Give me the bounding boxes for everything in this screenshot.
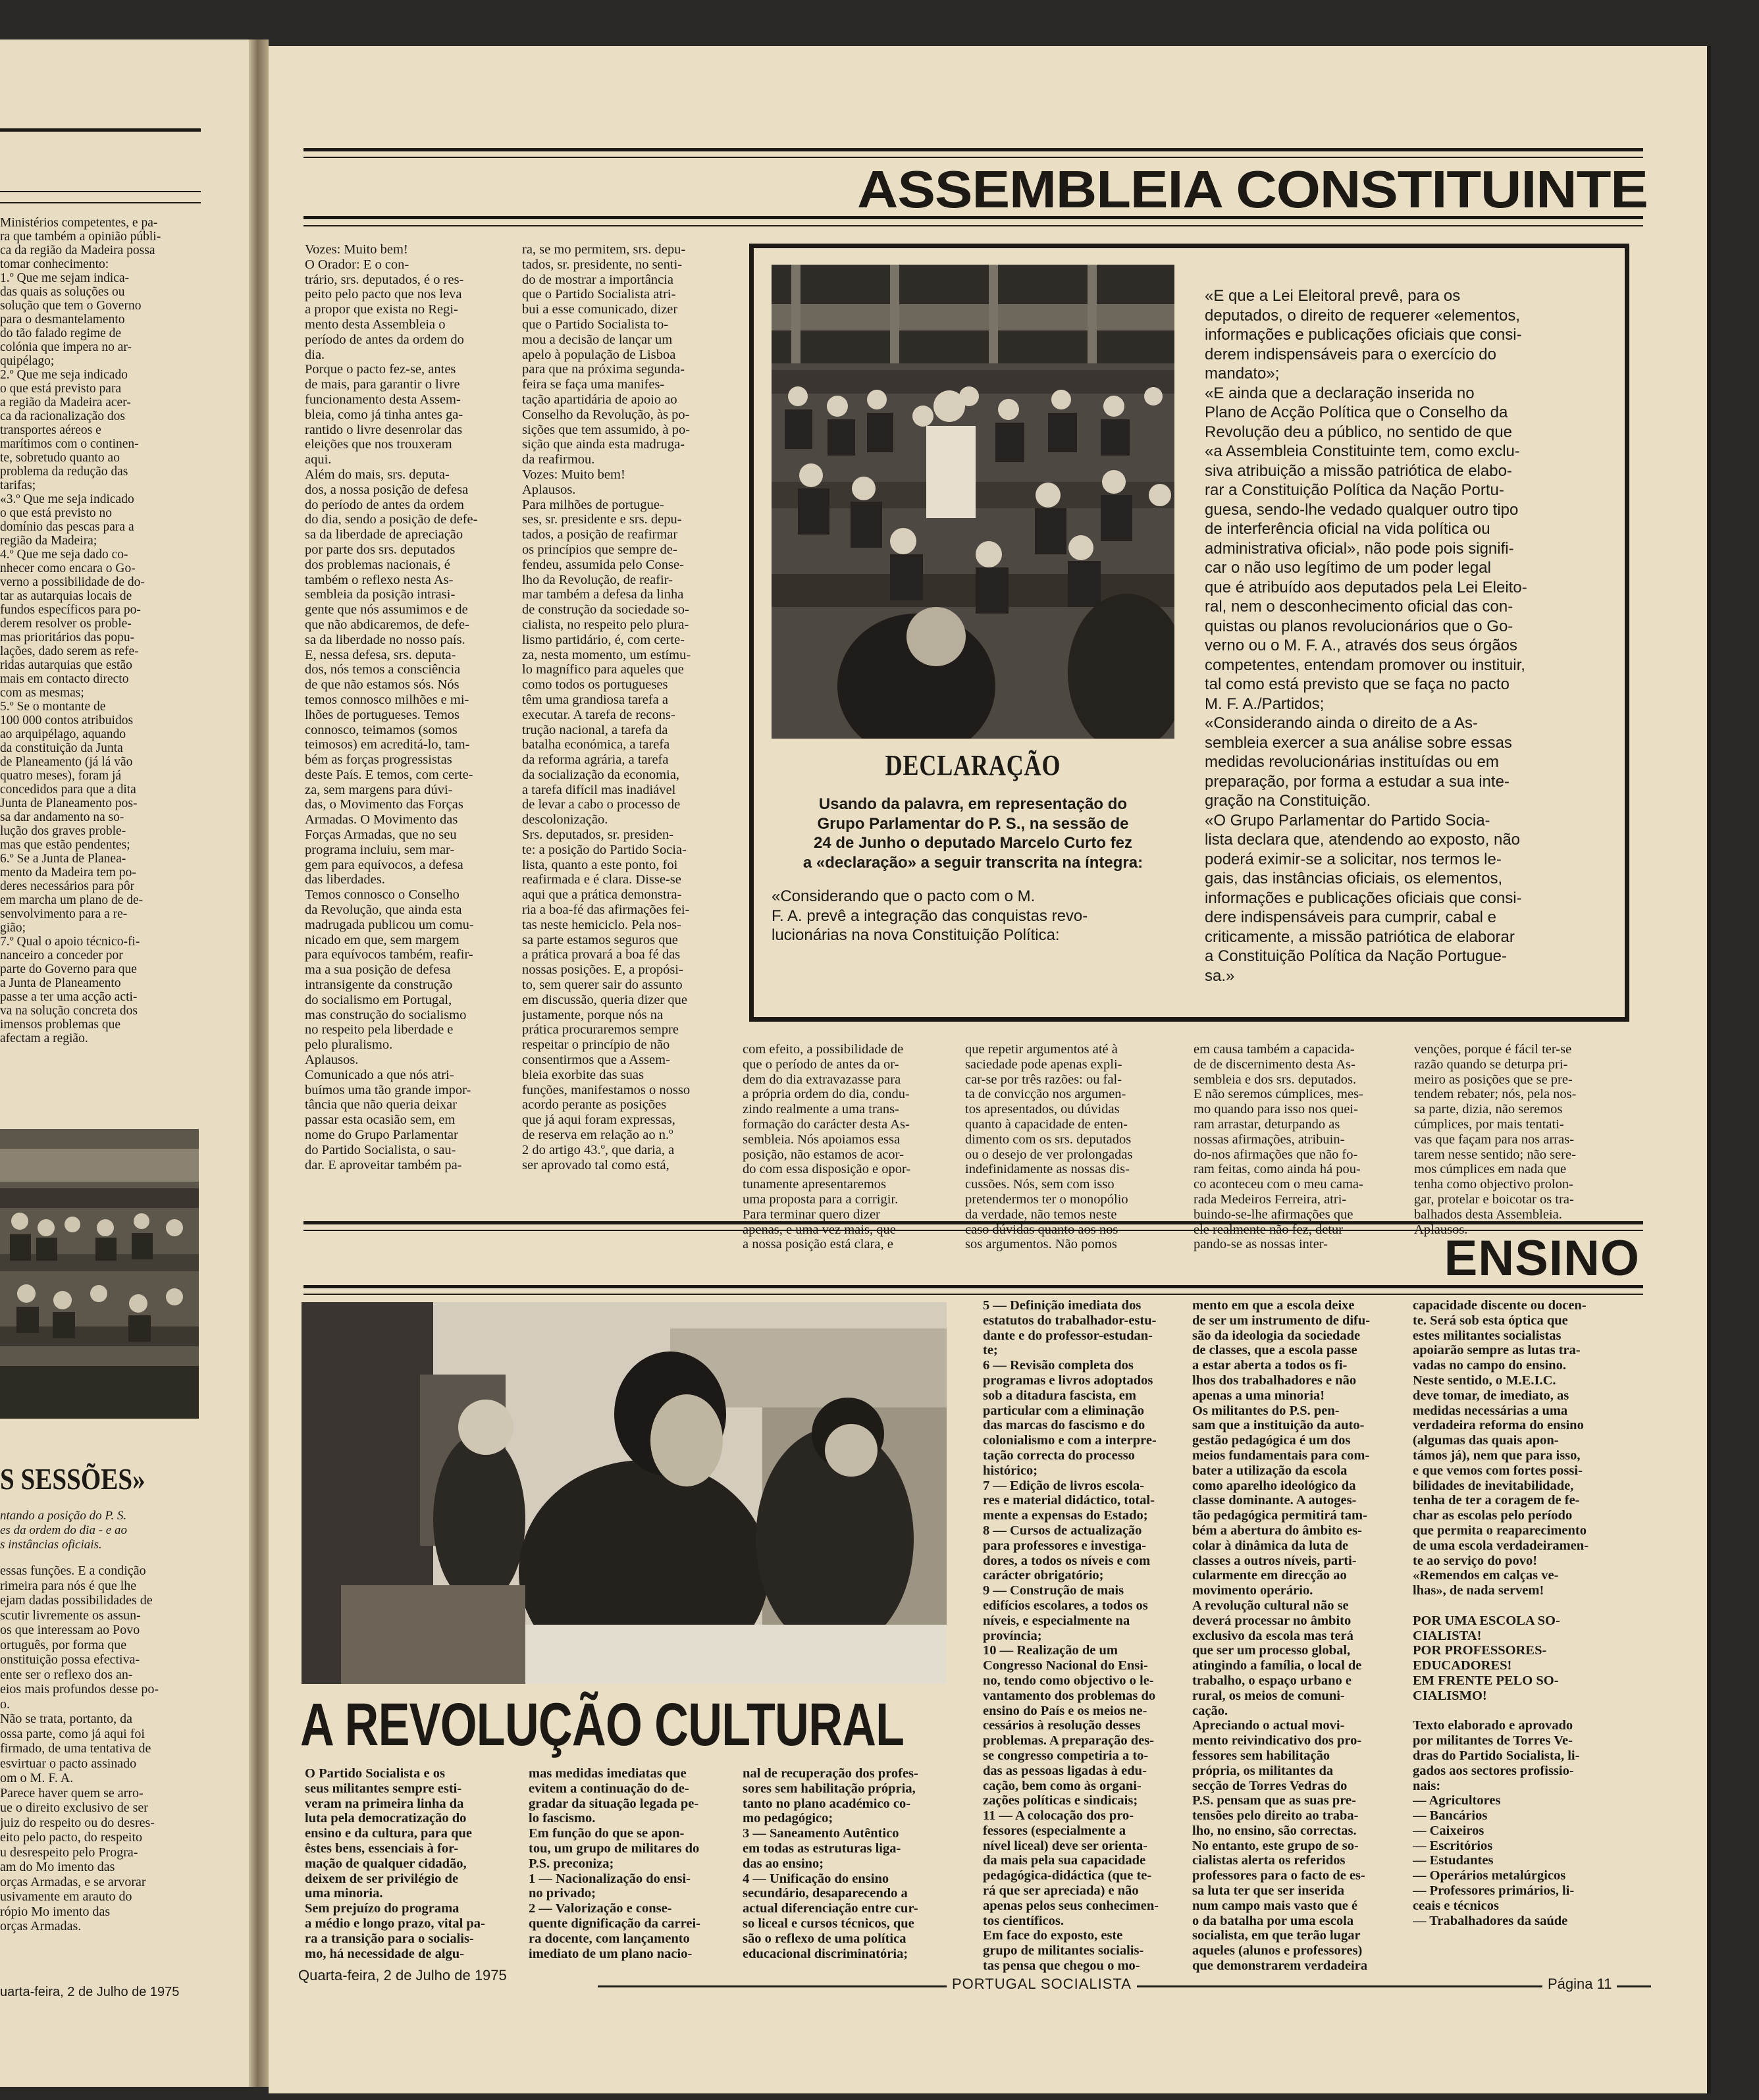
parliament-photo-left	[0, 1129, 199, 1419]
assembleia-column-5: em causa também a capacida- de de discernimento desta As- sembleia e dos srs. deputados. E não seremos cúmplices, mes- mo quando para isso nos quei- ram arrastar, deturpando as nossas afirmações, atribuin- do-nos afirmações que não fo- ram feitas, como ainda há pou- co aconteceu com o meu cama- rada Medeiros Ferreira, atri- buindo-se-lhe afirmações que ele realmente não fez, detur- pando-se as nossas inter-	[1194, 1042, 1363, 1252]
page-number: Página 11	[1542, 1976, 1617, 1993]
ensino-column-5: mento em que a escola deixe de ser um instrumento de difu- são da ideologia da sociedade de classes, que a escola passe a estar aberta a todos os fi- lhos dos trabalhadores e não apenas a uma minoria! Os militantes do P.S. pen- sam que a instituição da auto- gestão pedagógica é um dos meios fundamentais para com- bater a utilização da escola como aparelho ideológico da classe dominante. A autoges- tão pedagógica permitirá tam- bém a abertura do âmbito es- colar à dinâmica da luta de classes a outros níveis, parti- cularmente em direcção ao movimento operário. A revolução cultural não se deverá processar no âmbito exclusivo da escola mas terá que ser um processo global, atingindo a família, o local de trabalho, o espaço urbano e rural, os meios de comuni- cação. Apreciando o actual movi- mento reivindicativo dos pro- fessores sem habilitação própria, os militantes da secção de Torres Vedras do P.S. pensam que as suas pre- tensões pelo direito ao traba- lho, no ensino, são correctas. No entanto, este grupo de so- cialistas alerta os referidos professores para o facto de es- sa luta ter que ser inserida num campo mais vasto que é o da batalha por uma escola socialista, em que terão lugar aqueles (alunos e professores) que demonstrarem verdadeira	[1192, 1298, 1371, 1974]
assembleia-column-4: que repetir argumentos até à saciedade pode apenas expli- car-se por três razões: ou fal- ta de convicção nos argumen- tos apresentados, ou dúvidas quanto à capacidade de enten- dimento com os srs. deputados ou o desejo de ver prolongadas indefinidamente as nossas dis- cussões. Nós, sem com isso pretendermos ter o monopólio da verdade, não temos neste caso dúvidas quanto aos nos- sos argumentos. Não pomos	[965, 1042, 1133, 1252]
declaration-intro: Usando da palavra, em representação do Grupo Parlamentar do P. S., na sessão de 24 de Junho o deputado Marcelo Curto fez a «declaração» a seguir transcrita na íntegra:	[802, 795, 1143, 872]
right-page	[269, 46, 1711, 2093]
section-title-ensino: ENSINO	[1444, 1230, 1640, 1286]
issue-date: Quarta-feira, 2 de Julho de 1975	[298, 1967, 507, 1983]
divider	[303, 148, 1643, 151]
article-column: essas funções. E a condição rimeira para nós é que lhe ejam dadas possibilidades de scutir livremente os assun- os que interessam ao Povo ortuguês, por forma que onstituição possa efectiva- ente ser o reflexo dos an- eios mais profundos desse po- o. Não se trata, portanto, da ossa parte, como já aqui foi firmado, de uma tentativa de esvirtuar o pacto assinado om o M. F. A. Parece haver quem se arro- ue o direito exclusivo de ser juiz do respeito ou do desres- eito pelo pacto, do respeito u desrespeito pelo Progra- am do Mo imento das orças Armadas, e se arvorar usivamente em arauto do rópio Mo imento das orças Armadas.	[0, 1563, 159, 1933]
declaration-box	[749, 244, 1629, 1022]
divider	[303, 157, 1643, 158]
assembly-photo	[772, 265, 1174, 739]
divider	[303, 1230, 1643, 1231]
ensino-column-6: capacidade discente ou docen- te. Será sob esta óptica que estes militantes socialistas apoiarão sempre as lutas tra- vadas no campo do ensino. Neste sentido, o M.E.I.C. deve tomar, de imediato, as medidas necessárias a uma verdadeira reforma do ensino (algumas das quais apon- támos já), nem que para isso, e que vemos com fortes possi- bilidades de inevitabilidade, tenha de ter a coragem de fe- char as escolas pelo período que permita o reaparecimento de uma escola verdadeiramen- te ao serviço do povo! «Remendos em calças ve- lhas», de nada servem! POR UMA ESCOLA SO- CIALISTA! POR PROFESSORES- EDUCADORES! EM FRENTE PELO SO- CIALISMO! Texto elaborado e aprovado por militantes de Torres Ve- dras do Partido Socialista, li- gados aos sectores profissio- nais: — Agricultores — Bancários — Caixeiros — Escritórios — Estudantes — Operários metalúrgicos — Professores primários, li- ceais e técnicos — Trabalhadores da saúde	[1413, 1298, 1589, 1928]
section-title-assembleia: ASSEMBLEIA CONSTITUINTE	[857, 160, 1648, 219]
divider	[0, 191, 201, 192]
divider	[303, 1294, 1643, 1295]
divider	[0, 128, 201, 132]
divider	[0, 202, 201, 203]
declaration-text-part-2: «E que a Lei Eleitoral prevê, para os deputados, o direito de requerer «elementos, informações e publicações oficiais que consi- derem indispensáveis para o exercício do mandato»; «E ainda que a declaração inserida no Plano de Acção Política que o Conselho da Revolução deu a público, no sentido de que «a Assembleia Constituinte tem, como exclu- siva atribuição a missão patriótica de elabo- rar a Constituição Política da Nação Portu- guesa, sendo-lhe vedado qualquer outro tipo de interferência oficial na vida política ou administrativa oficial», não pode pois signifi- car o não uso legítimo de um poder legal que é atribuído aos deputados pela Lei Eleito- ral, nem o desconhecimento oficial das con- quistas ou planos revolucionários que o Go- verno ou o M. F. A., através dos seus órgãos competentes, entendam promover ou instituir, tal como está previsto que se faça no pacto M. F. A./Partidos; «Considerando ainda o direito de a As- sembleia exercer a sua análise sobre essas medidas revolucionárias instituídas ou em preparação, por forma a estudar a sua inte- gração na Constituição. «O Grupo Parlamentar do Partido Socia- lista declara que, atendendo ao exposto, não poderá eximir-se a solicitar, nos termos le- gais, das instâncias oficiais, os elementos, informações e publicações oficiais que consi- dere indispensáveis para cumprir, cabal e criticamente, a missão patriótica de elaborar a Constituição Política da Nação Portugue- sa.»	[1205, 287, 1527, 985]
left-page	[0, 39, 249, 2087]
headline: A REVOLUÇÃO CULTURAL	[300, 1691, 905, 1758]
students-photo	[302, 1302, 947, 1684]
subheading: ntando a posição do P. S. es da ordem do dia - e ao s instâncias oficiais.	[0, 1509, 127, 1552]
article-column: Ministérios competentes, e pa- ra que também a opinião públi- ca da região da Madeira possa tomar conhecimento: 1.º Que me sejam indica- das quais as soluções ou solução que tem o Governo para o desmantelamento do tão falado regime de colónia que impera no ar- quipélago; 2.º Que me seja indicado o que está previsto para a região da Madeira acer- ca da racionalização dos transportes aéreos e marítimos com o continen- te, sobretudo quanto ao problema da redução das tarifas; «3.º Que me seja indicado o que está previsto no domínio das pescas para a região da Madeira; 4.º Que me seja dado co- nhecer como encara o Go- verno a possibilidade de do- tar as autarquias locais de fundos específicos para po- derem resolver os proble- mas prioritários das popu- lações, dado serem as refe- ridas autarquias que estão mais em contacto directo com as mesmas; 5.º Se o montante de 100 000 contos atribuidos ao arquipélago, aquando da constituição da Junta de Planeamento (já lá vão quatro meses), foram já concedidos para que a dita Junta de Planeamento pos- sa dar andamento na so- lução dos graves proble- mas que estão pendentes; 6.º Se a Junta de Planea- mento da Madeira tem po- deres necessários para pôr em marcha um plano de de- senvolvimento para a re- gião; 7.º Qual o apoio técnico-fi- nanceiro a conceder por parte do Governo para que a Junta de Planeamento passe a ter uma acção acti- va na solução concreta dos imensos problemas que afectam a região.	[0, 216, 161, 1045]
ensino-column-4: 5 — Definição imediata dos estatutos do trabalhador-estu- dante e do professor-estudan- te; 6 — Revisão completa dos programas e livros adoptados sob a ditadura fascista, em particular com a eliminação das marcas do fascismo e do colonialismo e com a interpre- tação correcta do processo histórico; 7 — Edição de livros escola- res e material didáctico, total- mente a expensas do Estado; 8 — Cursos de actualização para professores e investiga- dores, a todos os níveis e com carácter obrigatório; 9 — Construção de mais edifícios escolares, a todos os níveis, e especialmente na província; 10 — Realização de um Congresso Nacional do Ensi- no, tendo como objectivo o le- vantamento dos problemas do ensino do País e os meios ne- cessários à resolução desses problemas. A preparação des- se congresso competiria a to- das as pessoas ligadas à edu- cação, bem como às organi- zações políticas e sindicais; 11 — A colocação dos pro- fessores (especialmente a nível liceal) deve ser orienta- da mais pela sua capacidade pedagógica-didáctica (que te- rá que ser apreciada) e não apenas pelos seus conhecimen- tos científicos. Em face do exposto, este grupo de militantes socialis- tas pensa que chegou o mo-	[983, 1298, 1159, 1974]
date-footer: uarta-feira, 2 de Julho de 1975	[0, 1985, 180, 1999]
assembleia-column-6: venções, porque é fácil ter-se razão quando se deturpa pri- meiro as posições que se pre- tendem rebater; nós, pela nos- sa parte, dizia, não seremos cúmplices, por mais tentati- vas que façam para nos arras- tarem nesse sentido; não sere- mos cúmplices em nada que tenha como objectivo prolon- gar, protelar e boicotar os tra- balhados desta Assembleia. Aplausos.	[1414, 1042, 1577, 1237]
divider	[303, 225, 1643, 226]
declaration-title: DECLARAÇÃO	[885, 749, 1061, 781]
assembleia-column-3: com efeito, a possibilidade de que o período de antes da or- dem do dia extravazasse para a própria ordem do dia, condu- zindo realmente a uma trans- formação do carácter desta As- sembleia. Nós apoiamos essa posição, não estamos de acor- do com essa disposição e opor- tunamente apresentaremos uma proposta para a corrigir. Para terminar quero dizer apenas, e uma vez mais, que a nossa posição está clara, e	[743, 1042, 911, 1252]
section-heading: S SESSÕES»	[0, 1462, 145, 1496]
newspaper-name: PORTUGAL SOCIALISTA	[947, 1976, 1137, 1993]
page-gutter	[249, 39, 269, 2087]
ensino-column-2: mas medidas imediatas que evitem a continuação do de- gradar da situação legada pe- lo fascismo. Em função do que se apon- tou, um grupo de militares do P.S. preconiza; 1 — Nacionalização do ensi- no privado; 2 — Valorização e conse- quente dignificação da carrei- ra docente, com lançamento imediato de um plano nacio-	[529, 1766, 700, 1961]
divider	[303, 1285, 1643, 1288]
ensino-column-3: nal de recuperação dos profes- sores sem habilitação própria, tanto no plano académico co- mo pedagógico; 3 — Saneamento Autêntico em todas as estruturas liga- das ao ensino; 4 — Unificação do ensino secundário, desaparecendo a actual diferenciação entre cur- so liceal e cursos técnicos, que são o reflexo de uma política educacional discriminatória;	[743, 1766, 918, 1961]
assembleia-column-2: ra, se mo permitem, srs. depu- tados, sr. presidente, no senti- do de mostrar a importância que o Partido Socialista atri- bui a esse comunicado, dizer que o Partido Socialista to- mou a decisão de lançar um apelo à população de Lisboa para que na próxima segunda- feira se faça uma manifes- tação apartidária de apoio ao Conselho da Revolução, às po- sições que tem assumido, à po- sição que ainda esta madruga- da reafirmou. Vozes: Muito bem! Aplausos. Para milhões de portugue- ses, sr. presidente e srs. depu- tados, a posição de reafirmar os princípios que sempre de- fendeu, assumida pelo Conse- lho da Revolução, de reafir- mar também a defesa da linha de construção da sociedade so- cialista, no respeito pelo plura- lismo partidário, é, com certe- za, nesta momento, um estímu- lo magnífico para aqueles que como todos os portugueses têm uma grandiosa tarefa a executar. A tarefa de recons- trução nacional, a tarefa da batalha económica, a tarefa da reforma agrária, a tarefa da socialização da economia, a tarefa difícil mas inadiável de levar a cabo o processo de descolonização. Srs. deputados, sr. presiden- te: a posição do Partido Socia- lista, quanto a este ponto, foi reafirmada e é clara. Disse-se aqui que a prática demonstra- ria a boa-fé das afirmações fei- tas neste hemiciclo. Pela nos- sa parte estamos seguros que a prática provará a boa fé das nossas posições. E, a propósi- to, sem querer sair do assunto em discussão, queria dizer que justamente, porque nós na prática procuraremos sempre respeitar o princípio de não consentirmos que a Assem- bleia exorbite das suas funções, manifestamos o nosso acordo perante as posições que já aqui foram expressas, de reserva em relação ao n.º 2 do artigo 43.º, que daria, a ser aprovado tal como está,	[522, 242, 691, 1172]
assembleia-column-1: Vozes: Muito bem! O Orador: E o con- trário, srs. deputados, é o res- peito pelo pacto que nos leva a propor que exista no Regi- mento desta Assembleia o período de antes da ordem do dia. Porque o pacto fez-se, antes de mais, para garantir o livre funcionamento desta Assem- bleia, como já tinha antes ga- rantido o livre desenrolar das eleições que nos trouxeram aqui. Além do mais, srs. deputa- dos, a nossa posição de defesa do período de antes da ordem do dia, sendo a posição de defe- sa da liberdade de apreciação por parte dos srs. deputados dos problemas nacionais, é também o reflexo nesta As- sembleia da posição intrasi- gente que nós assumimos e de que não abdicaremos, de defe- sa da liberdade no nosso país. E, nessa defesa, srs. deputa- dos, nós temos a consciência de que não estamos sós. Nós temos connosco milhões e mi- lhões de portugueses. Temos connosco, teimamos (somos teimosos) em acreditá-lo, tam- bém as forças progressistas deste País. E temos, com certe- za, sem margens para dúvi- das, o Movimento das Forças Armadas. O Movimento das Forças Armadas, que no seu programa incluiu, sem mar- gem para equívocos, a defesa das liberdades. Temos connosco o Conselho da Revolução, que ainda esta madrugada publicou um comu- nicado em que, sem margem para equívocos também, reafir- ma a sua posição de defesa intransigente da construção do socialismo em Portugal, mas construção do socialismo no respeito pela liberdade e pelo pluralismo. Aplausos. Comunicado a que nós atri- buímos uma tão grande impor- tância que não queria deixar passar esta ocasião sem, em nome do Grupo Parlamentar do Partido Socialista, o sau- dar. E aproveitar também pa-	[305, 242, 478, 1172]
divider	[303, 1221, 1643, 1224]
declaration-text-part-1: «Considerando que o pacto com o M. F. A. prevê a integração das conquistas revo- lucionárias na nova Constituição Política:	[772, 887, 1088, 944]
ensino-column-1: O Partido Socialista e os seus militantes sempre esti- veram na primeira linha da luta pela democratização do ensino e da cultura, para que êstes bens, essenciais à for- mação de qualquer cidadão, deixem de ser privilégio de uma minoria. Sem prejuízo do programa a médio e longo prazo, vital pa- ra a transição para o socialis- mo, há necessidade de algu-	[305, 1766, 485, 1961]
divider	[303, 216, 1643, 219]
